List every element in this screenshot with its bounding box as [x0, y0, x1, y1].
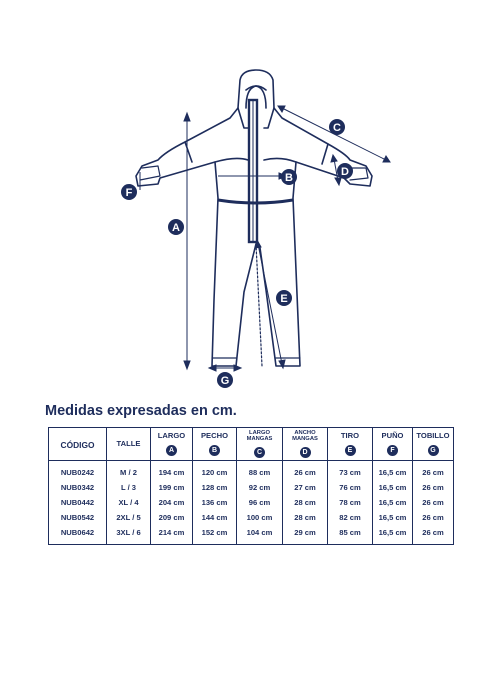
marker-b — [281, 169, 297, 185]
svg-text:E: E — [280, 293, 288, 305]
cell-tobillo: 26 cm — [413, 480, 454, 495]
cell-puno: 16,5 cm — [373, 480, 413, 495]
svg-text:A: A — [172, 222, 180, 234]
cell-puno: 16,5 cm — [373, 525, 413, 545]
cell-code: NUB0542 — [49, 510, 107, 525]
cell-puno: 16,5 cm — [373, 461, 413, 481]
cell-pecho: 136 cm — [193, 495, 237, 510]
cell-pecho: 128 cm — [193, 480, 237, 495]
cell-size: 3XL / 6 — [107, 525, 151, 545]
marker-g — [217, 372, 233, 388]
cell-code: NUB0242 — [49, 461, 107, 481]
cell-tobillo: 26 cm — [413, 461, 454, 481]
cell-ancho-mangas: 29 cm — [283, 525, 328, 545]
cell-tiro: 73 cm — [328, 461, 373, 481]
col-largo-mangas: LARGO MANGAS C — [237, 428, 283, 461]
cell-largo-mangas: 96 cm — [237, 495, 283, 510]
table-title: Medidas expresadas en cm. — [45, 403, 237, 419]
cell-puno: 16,5 cm — [373, 510, 413, 525]
marker-f — [121, 184, 137, 200]
cell-pecho: 144 cm — [193, 510, 237, 525]
svg-text:D: D — [341, 166, 349, 178]
svg-text:G: G — [220, 375, 230, 387]
col-puno: PUÑO F — [373, 428, 413, 461]
size-table — [48, 427, 454, 545]
cell-size: 2XL / 5 — [107, 510, 151, 525]
cell-ancho-mangas: 28 cm — [283, 510, 328, 525]
cell-code: NUB0342 — [49, 480, 107, 495]
col-ancho-mangas: ANCHO MANGAS D — [283, 428, 328, 461]
cell-tobillo: 26 cm — [413, 495, 454, 510]
cell-ancho-mangas: 26 cm — [283, 461, 328, 481]
cell-tiro: 76 cm — [328, 480, 373, 495]
table-row — [49, 495, 454, 510]
cell-largo-mangas: 104 cm — [237, 525, 283, 545]
badge-a: A — [166, 445, 177, 456]
col-pecho: PECHO B — [193, 428, 237, 461]
col-tobillo: TOBILLO G — [413, 428, 454, 461]
cell-largo-mangas: 88 cm — [237, 461, 283, 481]
table-row — [49, 525, 454, 545]
badge-e: E — [345, 445, 356, 456]
cell-code: NUB0642 — [49, 525, 107, 545]
cell-tobillo: 26 cm — [413, 510, 454, 525]
marker-e — [276, 290, 292, 306]
badge-d: D — [300, 447, 311, 458]
cell-largo-mangas: 92 cm — [237, 480, 283, 495]
cell-tiro: 78 cm — [328, 495, 373, 510]
table-row — [49, 480, 454, 495]
cell-size: L / 3 — [107, 480, 151, 495]
badge-c: C — [254, 447, 265, 458]
table-row — [49, 510, 454, 525]
col-codigo: CÓDIGO — [49, 428, 107, 461]
cell-size: M / 2 — [107, 461, 151, 481]
cell-size: XL / 4 — [107, 495, 151, 510]
cell-largo: 209 cm — [151, 510, 193, 525]
cell-pecho: 120 cm — [193, 461, 237, 481]
cell-puno: 16,5 cm — [373, 495, 413, 510]
cell-tobillo: 26 cm — [413, 525, 454, 545]
cell-largo-mangas: 100 cm — [237, 510, 283, 525]
svg-text:C: C — [333, 122, 341, 134]
marker-c — [329, 119, 345, 135]
marker-a — [168, 219, 184, 235]
cell-largo: 199 cm — [151, 480, 193, 495]
badge-f: F — [387, 445, 398, 456]
col-talle: TALLE — [107, 428, 151, 461]
marker-d — [337, 163, 353, 179]
cell-largo: 194 cm — [151, 461, 193, 481]
col-tiro: TIRO E — [328, 428, 373, 461]
cell-pecho: 152 cm — [193, 525, 237, 545]
badge-b: B — [209, 445, 220, 456]
table-header-row — [49, 428, 454, 461]
col-largo: LARGO A — [151, 428, 193, 461]
cell-largo: 214 cm — [151, 525, 193, 545]
cell-code: NUB0442 — [49, 495, 107, 510]
badge-g: G — [428, 445, 439, 456]
table-row — [49, 461, 454, 481]
cell-tiro: 85 cm — [328, 525, 373, 545]
cell-ancho-mangas: 27 cm — [283, 480, 328, 495]
cell-tiro: 82 cm — [328, 510, 373, 525]
cell-largo: 204 cm — [151, 495, 193, 510]
svg-text:F: F — [125, 187, 133, 199]
cell-ancho-mangas: 28 cm — [283, 495, 328, 510]
svg-text:B: B — [285, 172, 293, 184]
